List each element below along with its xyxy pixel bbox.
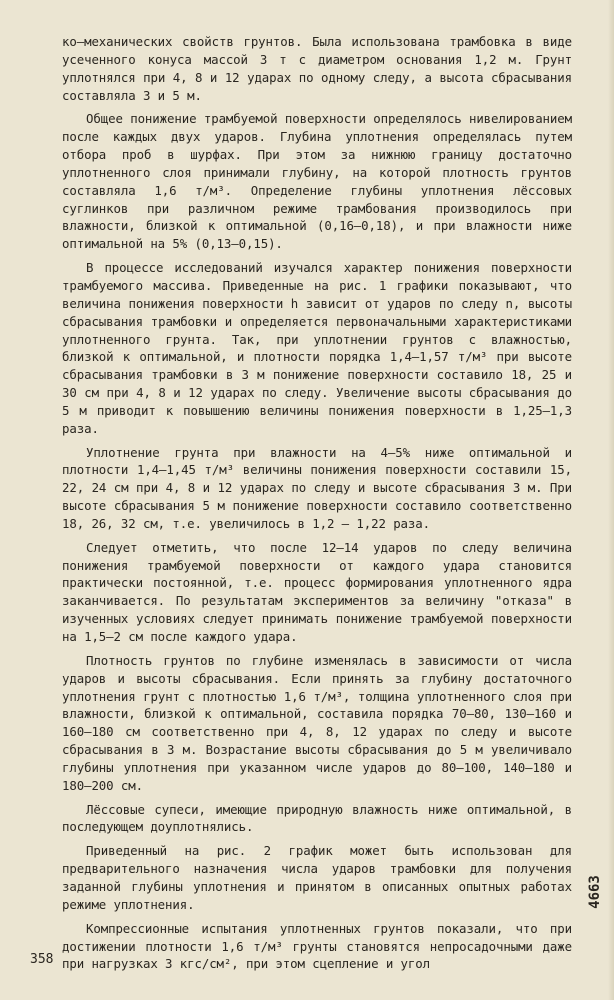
paragraph-8: Приведенный на рис. 2 график может быть использован для предварительного назначения числа ударов трамбовки для получения заданной глубины уплотнения и принятом в описанных опытных работах режиме уплотнения. (62, 843, 572, 912)
page-number: 358 (30, 952, 54, 967)
paragraph-2: Общее понижение трамбуемой поверхности определялось нивелированием после каждых двух ударов. Глубина уплотнения определялась путем отбора проб в шурфах. При этом за нижнюю границу достаточно уплотненного слоя принимали глубину, на которой плотность грунтов составляла 1,6 т/м³. Определение глубины уплотнения лёссовых суглинков при различном режиме трамбования производилось при влажности, близкой к оптимальной (0,16–0,18), и при влажности ниже оптимальной на 5% (0,13–0,15). (62, 111, 572, 252)
paragraph-1: ко–механических свойств грунтов. Была использована трамбовка в виде усеченного конуса массой 3 т с диаметром основания 1,2 м. Грунт уплотнялся при 4, 8 и 12 ударах по одному следу, а высота сбрасывания составляла 3 и 5 м. (62, 34, 572, 103)
paragraph-4: Уплотнение грунта при влажности на 4–5% ниже оптимальной и плотности 1,4–1,45 т/м³ величины понижения поверхности составили 15, 22, 24 см при 4, 8 и 12 ударах по следу и высоте сбрасывания 3 м. При высоте сбрасывания 5 м понижение поверхности составило соответственно 18, 26, 32 см, т.е. увеличилось в 1,2 – 1,22 раза. (62, 444, 572, 531)
paragraph-5: Следует отметить, что после 12–14 ударов по следу величина понижения трамбуемой поверхности от каждого удара становится практически постоянной, т.е. процесс формирования уплотненного ядра заканчивается. По результатам экспериментов за величину "отказа" в изученных условиях следует принимать понижение трамбуемой поверхности на 1,5–2 см после каждого удара. (62, 539, 572, 644)
archive-stamp: 4663 (587, 875, 603, 909)
page-edge-shadow (608, 0, 614, 1000)
body-text (62, 33, 572, 979)
paragraph-7: Лёссовые супеси, имеющие природную влажность ниже оптимальной, в последующем доуплотнялись. (62, 801, 572, 835)
paragraph-6: Плотность грунтов по глубине изменялась в зависимости от числа ударов и высоты сбрасывания. Если принять за глубину достаточного уплотнения грунт с плотностью 1,6 т/м³, толщина уплотненного слоя при влажности, близкой к оптимальной, составила порядка 70–80, 130–160 и 160–180 см соответственно при 4, 8, 12 ударах по следу и высоте сбрасывания в 3 м. Возрастание высоты сбрасывания до 5 м увеличивало глубины уплотнения при указанном числе ударов до 80–100, 140–180 и 180–200 см. (62, 652, 572, 793)
paragraph-3: В процессе исследований изучался характер понижения поверхности трамбуемого массива. Приведенные на рис. 1 графики показывают, что величина понижения поверхности h зависит от ударов по следу n, высоты сбрасывания трамбовки и определяется первоначальными характеристиками уплотненного грунта. Так, при уплотнении грунтов с влажностью, близкой к оптимальной, и плотности порядка 1,4–1,57 т/м³ при высоте сбрасывания трамбовки в 3 м понижение поверхности составило 18, 25 и 30 см при 4, 8 и 12 ударах по следу. Увеличение высоты сбрасывания до 5 м приводит к повышению величины понижения поверхности в 1,25–1,3 раза. (62, 260, 572, 436)
paragraph-9: Компрессионные испытания уплотненных грунтов показали, что при достижении плотности 1,6 т/м³ грунты становятся непросадочными даже при нагрузках 3 кгс/см², при этом сцепление и угол (62, 920, 572, 972)
